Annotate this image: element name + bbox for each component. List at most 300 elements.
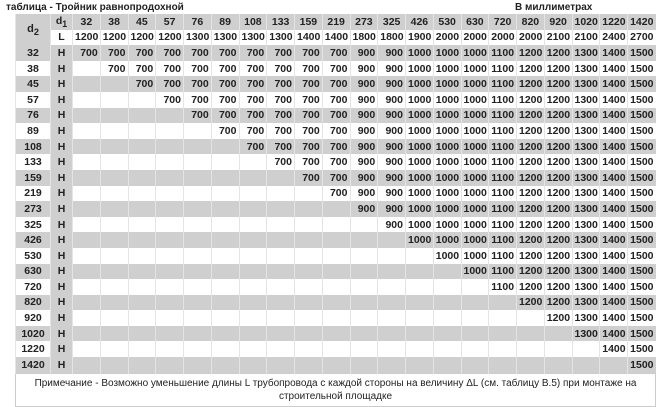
d2-value: 325 [16, 217, 51, 233]
d2-header: $d_2$ [16, 14, 51, 45]
H-value: 700 [184, 61, 212, 77]
H-value: 1000 [461, 201, 489, 217]
empty-cell [267, 264, 295, 280]
H-value: 700 [184, 92, 212, 108]
empty-cell [211, 326, 239, 342]
H-value: 1400 [600, 139, 628, 155]
empty-cell [128, 217, 156, 233]
H-value: 700 [322, 170, 350, 186]
table-row [16, 61, 656, 77]
empty-cell [322, 201, 350, 217]
L-value: 1300 [184, 30, 212, 46]
empty-cell [73, 154, 101, 170]
empty-cell [489, 326, 517, 342]
empty-cell [211, 154, 239, 170]
H-value: 1000 [433, 76, 461, 92]
d1-value: 159 [295, 14, 323, 30]
header-row-d1 [16, 14, 656, 30]
empty-cell [73, 264, 101, 280]
H-value: 1200 [544, 76, 572, 92]
table-row [16, 326, 656, 342]
H-value: 1500 [628, 295, 656, 311]
H-value: 900 [378, 139, 406, 155]
H-value: 1500 [628, 310, 656, 326]
empty-cell [295, 232, 323, 248]
empty-cell [100, 341, 128, 357]
empty-cell [267, 279, 295, 295]
L-value: 2100 [572, 30, 600, 46]
empty-cell [128, 201, 156, 217]
H-value: 1200 [544, 201, 572, 217]
empty-cell [211, 295, 239, 311]
d1-value: 45 [128, 14, 156, 30]
H-value: 1500 [628, 217, 656, 233]
H-value: 700 [322, 154, 350, 170]
empty-cell [322, 279, 350, 295]
empty-cell [156, 357, 184, 373]
H-label: H [51, 248, 73, 264]
H-value: 700 [239, 123, 267, 139]
empty-cell [211, 139, 239, 155]
table-row [16, 139, 656, 155]
empty-cell [156, 310, 184, 326]
empty-cell [100, 186, 128, 202]
empty-cell [461, 310, 489, 326]
empty-cell [322, 326, 350, 342]
L-value: 2000 [433, 30, 461, 46]
H-value: 700 [322, 45, 350, 61]
H-value: 1100 [489, 186, 517, 202]
H-label: H [51, 108, 73, 124]
empty-cell [184, 201, 212, 217]
H-value: 1200 [544, 186, 572, 202]
H-value: 900 [378, 217, 406, 233]
empty-cell [239, 248, 267, 264]
d2-value: 720 [16, 279, 51, 295]
H-value: 700 [128, 45, 156, 61]
empty-cell [73, 248, 101, 264]
empty-cell [406, 295, 434, 311]
empty-cell [378, 279, 406, 295]
d1-value: 1020 [572, 14, 600, 30]
d1-value: 530 [433, 14, 461, 30]
empty-cell [433, 310, 461, 326]
table-row [16, 279, 656, 295]
empty-cell [378, 232, 406, 248]
empty-cell [267, 326, 295, 342]
H-value: 700 [211, 92, 239, 108]
empty-cell [100, 139, 128, 155]
H-value: 1100 [489, 61, 517, 77]
empty-cell [73, 61, 101, 77]
empty-cell [295, 341, 323, 357]
empty-cell [128, 357, 156, 373]
empty-cell [517, 326, 545, 342]
table-row [16, 108, 656, 124]
H-value: 1500 [628, 76, 656, 92]
empty-cell [267, 170, 295, 186]
L-value: 1200 [73, 30, 101, 46]
d2-value: 1020 [16, 326, 51, 342]
H-value: 1200 [544, 170, 572, 186]
d2-value: 45 [16, 76, 51, 92]
H-value: 1000 [461, 217, 489, 233]
H-value: 1100 [489, 123, 517, 139]
H-value: 1500 [628, 264, 656, 280]
empty-cell [267, 357, 295, 373]
empty-cell [128, 186, 156, 202]
H-value: 1200 [517, 264, 545, 280]
empty-cell [128, 92, 156, 108]
H-value: 1300 [572, 186, 600, 202]
H-value: 1500 [628, 248, 656, 264]
L-value: 1300 [211, 30, 239, 46]
empty-cell [184, 232, 212, 248]
empty-cell [156, 186, 184, 202]
d2-value: 108 [16, 139, 51, 155]
empty-cell [239, 341, 267, 357]
empty-cell [406, 357, 434, 373]
H-value: 1000 [461, 108, 489, 124]
empty-cell [100, 279, 128, 295]
H-value: 1000 [406, 139, 434, 155]
H-value: 1300 [572, 61, 600, 77]
empty-cell [211, 170, 239, 186]
d1-value: 426 [406, 14, 434, 30]
table-row [16, 201, 656, 217]
H-value: 1000 [461, 170, 489, 186]
empty-cell [544, 326, 572, 342]
empty-cell [350, 232, 378, 248]
empty-cell [350, 357, 378, 373]
H-value: 1000 [433, 170, 461, 186]
H-value: 700 [295, 108, 323, 124]
empty-cell [489, 357, 517, 373]
H-value: 700 [295, 61, 323, 77]
empty-cell [378, 326, 406, 342]
d2-value: 530 [16, 248, 51, 264]
H-value: 1000 [461, 154, 489, 170]
empty-cell [544, 357, 572, 373]
H-value: 1200 [544, 108, 572, 124]
empty-cell [295, 201, 323, 217]
H-value: 1300 [572, 108, 600, 124]
H-value: 700 [322, 76, 350, 92]
H-value: 1300 [572, 201, 600, 217]
empty-cell [73, 123, 101, 139]
empty-cell [100, 170, 128, 186]
H-value: 1200 [517, 248, 545, 264]
H-value: 1400 [600, 186, 628, 202]
H-value: 1200 [517, 279, 545, 295]
empty-cell [156, 108, 184, 124]
L-value: 1400 [295, 30, 323, 46]
H-value: 1500 [628, 170, 656, 186]
empty-cell [128, 170, 156, 186]
d1-value: 1220 [600, 14, 628, 30]
H-label: H [51, 279, 73, 295]
H-value: 1300 [572, 232, 600, 248]
d1-value: 108 [239, 14, 267, 30]
empty-cell [433, 279, 461, 295]
H-value: 1000 [433, 139, 461, 155]
H-value: 900 [378, 92, 406, 108]
empty-cell [184, 186, 212, 202]
d2-value: 133 [16, 154, 51, 170]
H-label: H [51, 76, 73, 92]
H-value: 700 [100, 61, 128, 77]
H-value: 1000 [406, 45, 434, 61]
empty-cell [128, 232, 156, 248]
empty-cell [517, 310, 545, 326]
empty-cell [295, 279, 323, 295]
L-value: 2700 [628, 30, 656, 46]
H-value: 700 [295, 45, 323, 61]
empty-cell [73, 201, 101, 217]
empty-cell [239, 201, 267, 217]
empty-cell [184, 264, 212, 280]
empty-cell [322, 232, 350, 248]
H-value: 1400 [600, 123, 628, 139]
H-value: 1400 [600, 92, 628, 108]
H-value: 700 [239, 139, 267, 155]
table-row [16, 264, 656, 280]
empty-cell [267, 248, 295, 264]
H-value: 1000 [461, 264, 489, 280]
subscript: 2 [33, 26, 39, 37]
empty-cell [100, 295, 128, 311]
empty-cell [156, 170, 184, 186]
empty-cell [239, 154, 267, 170]
H-value: 700 [267, 154, 295, 170]
empty-cell [295, 357, 323, 373]
H-value: 1000 [406, 108, 434, 124]
empty-cell [73, 279, 101, 295]
H-value: 1500 [628, 341, 656, 357]
empty-cell [322, 264, 350, 280]
d2-value: 1220 [16, 341, 51, 357]
H-value: 1000 [433, 217, 461, 233]
H-value: 1200 [517, 217, 545, 233]
H-value: 900 [378, 170, 406, 186]
H-value: 1200 [517, 92, 545, 108]
empty-cell [211, 341, 239, 357]
empty-cell [461, 326, 489, 342]
H-value: 700 [295, 170, 323, 186]
H-value: 1200 [517, 139, 545, 155]
H-value: 700 [295, 154, 323, 170]
H-value: 1100 [489, 217, 517, 233]
H-value: 700 [128, 61, 156, 77]
H-value: 1300 [572, 279, 600, 295]
empty-cell [239, 170, 267, 186]
empty-cell [267, 310, 295, 326]
H-value: 700 [100, 45, 128, 61]
empty-cell [350, 264, 378, 280]
L-value: 1200 [100, 30, 128, 46]
empty-cell [239, 357, 267, 373]
H-label: H [51, 139, 73, 155]
H-value: 700 [295, 92, 323, 108]
empty-cell [322, 341, 350, 357]
empty-cell [239, 186, 267, 202]
empty-cell [100, 357, 128, 373]
H-value: 1000 [461, 248, 489, 264]
H-value: 700 [211, 123, 239, 139]
H-value: 900 [378, 61, 406, 77]
H-value: 1000 [433, 45, 461, 61]
H-label: H [51, 45, 73, 61]
d1-value: 76 [184, 14, 212, 30]
table-row [16, 217, 656, 233]
empty-cell [100, 108, 128, 124]
H-value: 900 [350, 186, 378, 202]
H-value: 1300 [572, 45, 600, 61]
empty-cell [100, 92, 128, 108]
empty-cell [156, 326, 184, 342]
H-value: 700 [322, 139, 350, 155]
H-value: 700 [73, 45, 101, 61]
H-value: 1100 [489, 76, 517, 92]
empty-cell [184, 123, 212, 139]
H-value: 1000 [461, 139, 489, 155]
H-value: 1300 [572, 248, 600, 264]
H-value: 1400 [600, 248, 628, 264]
empty-cell [100, 201, 128, 217]
empty-cell [378, 310, 406, 326]
empty-cell [73, 108, 101, 124]
d1-value: 133 [267, 14, 295, 30]
L-value: 2000 [461, 30, 489, 46]
H-value: 1200 [517, 45, 545, 61]
H-value: 900 [378, 201, 406, 217]
empty-cell [184, 217, 212, 233]
tee-dimensions-table [15, 14, 656, 407]
empty-cell [489, 310, 517, 326]
H-value: 1200 [517, 170, 545, 186]
d2-value: 1420 [16, 357, 51, 373]
H-value: 700 [211, 61, 239, 77]
table-row [16, 170, 656, 186]
empty-cell [433, 357, 461, 373]
empty-cell [239, 295, 267, 311]
H-value: 700 [267, 92, 295, 108]
empty-cell [461, 295, 489, 311]
H-value: 700 [184, 108, 212, 124]
empty-cell [184, 154, 212, 170]
empty-cell [73, 357, 101, 373]
H-value: 1000 [433, 232, 461, 248]
H-value: 1200 [517, 154, 545, 170]
empty-cell [128, 248, 156, 264]
H-value: 1400 [600, 154, 628, 170]
H-value: 700 [211, 108, 239, 124]
empty-cell [239, 326, 267, 342]
H-value: 1400 [600, 201, 628, 217]
table-row [16, 154, 656, 170]
H-value: 1000 [406, 232, 434, 248]
H-value: 1500 [628, 139, 656, 155]
H-value: 700 [239, 76, 267, 92]
H-value: 1000 [406, 170, 434, 186]
H-value: 900 [350, 139, 378, 155]
H-value: 1200 [517, 232, 545, 248]
empty-cell [184, 295, 212, 311]
empty-cell [322, 310, 350, 326]
table-row [16, 232, 656, 248]
H-value: 1200 [544, 264, 572, 280]
empty-cell [406, 341, 434, 357]
d2-value: 426 [16, 232, 51, 248]
empty-cell [322, 295, 350, 311]
H-value: 700 [239, 45, 267, 61]
H-value: 1300 [572, 326, 600, 342]
empty-cell [184, 139, 212, 155]
H-value: 1100 [489, 154, 517, 170]
H-value: 700 [267, 108, 295, 124]
H-value: 1500 [628, 154, 656, 170]
empty-cell [239, 232, 267, 248]
H-label: H [51, 154, 73, 170]
H-value: 1200 [544, 248, 572, 264]
empty-cell [156, 264, 184, 280]
H-value: 1000 [433, 61, 461, 77]
empty-cell [322, 248, 350, 264]
H-value: 1400 [600, 45, 628, 61]
H-value: 700 [267, 76, 295, 92]
empty-cell [156, 139, 184, 155]
H-value: 1300 [572, 295, 600, 311]
H-value: 900 [378, 76, 406, 92]
H-value: 700 [239, 61, 267, 77]
H-value: 900 [378, 154, 406, 170]
d1-value: 38 [100, 14, 128, 30]
L-value: 1200 [128, 30, 156, 46]
H-value: 1100 [489, 201, 517, 217]
d2-value: 32 [16, 45, 51, 61]
empty-cell [128, 154, 156, 170]
L-value: 1800 [350, 30, 378, 46]
empty-cell [433, 326, 461, 342]
H-label: H [51, 170, 73, 186]
empty-cell [156, 232, 184, 248]
empty-cell [295, 217, 323, 233]
empty-cell [184, 341, 212, 357]
H-value: 1200 [544, 139, 572, 155]
empty-cell [73, 76, 101, 92]
H-value: 900 [350, 92, 378, 108]
empty-cell [73, 326, 101, 342]
d1-value: 57 [156, 14, 184, 30]
empty-cell [128, 264, 156, 280]
H-label: H [51, 295, 73, 311]
H-value: 1500 [628, 357, 656, 373]
empty-cell [378, 357, 406, 373]
H-value: 700 [184, 76, 212, 92]
H-value: 1300 [572, 123, 600, 139]
H-value: 1400 [600, 61, 628, 77]
H-value: 1300 [572, 310, 600, 326]
H-value: 1000 [433, 201, 461, 217]
empty-cell [211, 248, 239, 264]
H-value: 1000 [406, 76, 434, 92]
empty-cell [100, 248, 128, 264]
H-value: 700 [184, 45, 212, 61]
empty-cell [128, 326, 156, 342]
H-value: 1200 [517, 76, 545, 92]
empty-cell [350, 310, 378, 326]
H-value: 1300 [572, 264, 600, 280]
